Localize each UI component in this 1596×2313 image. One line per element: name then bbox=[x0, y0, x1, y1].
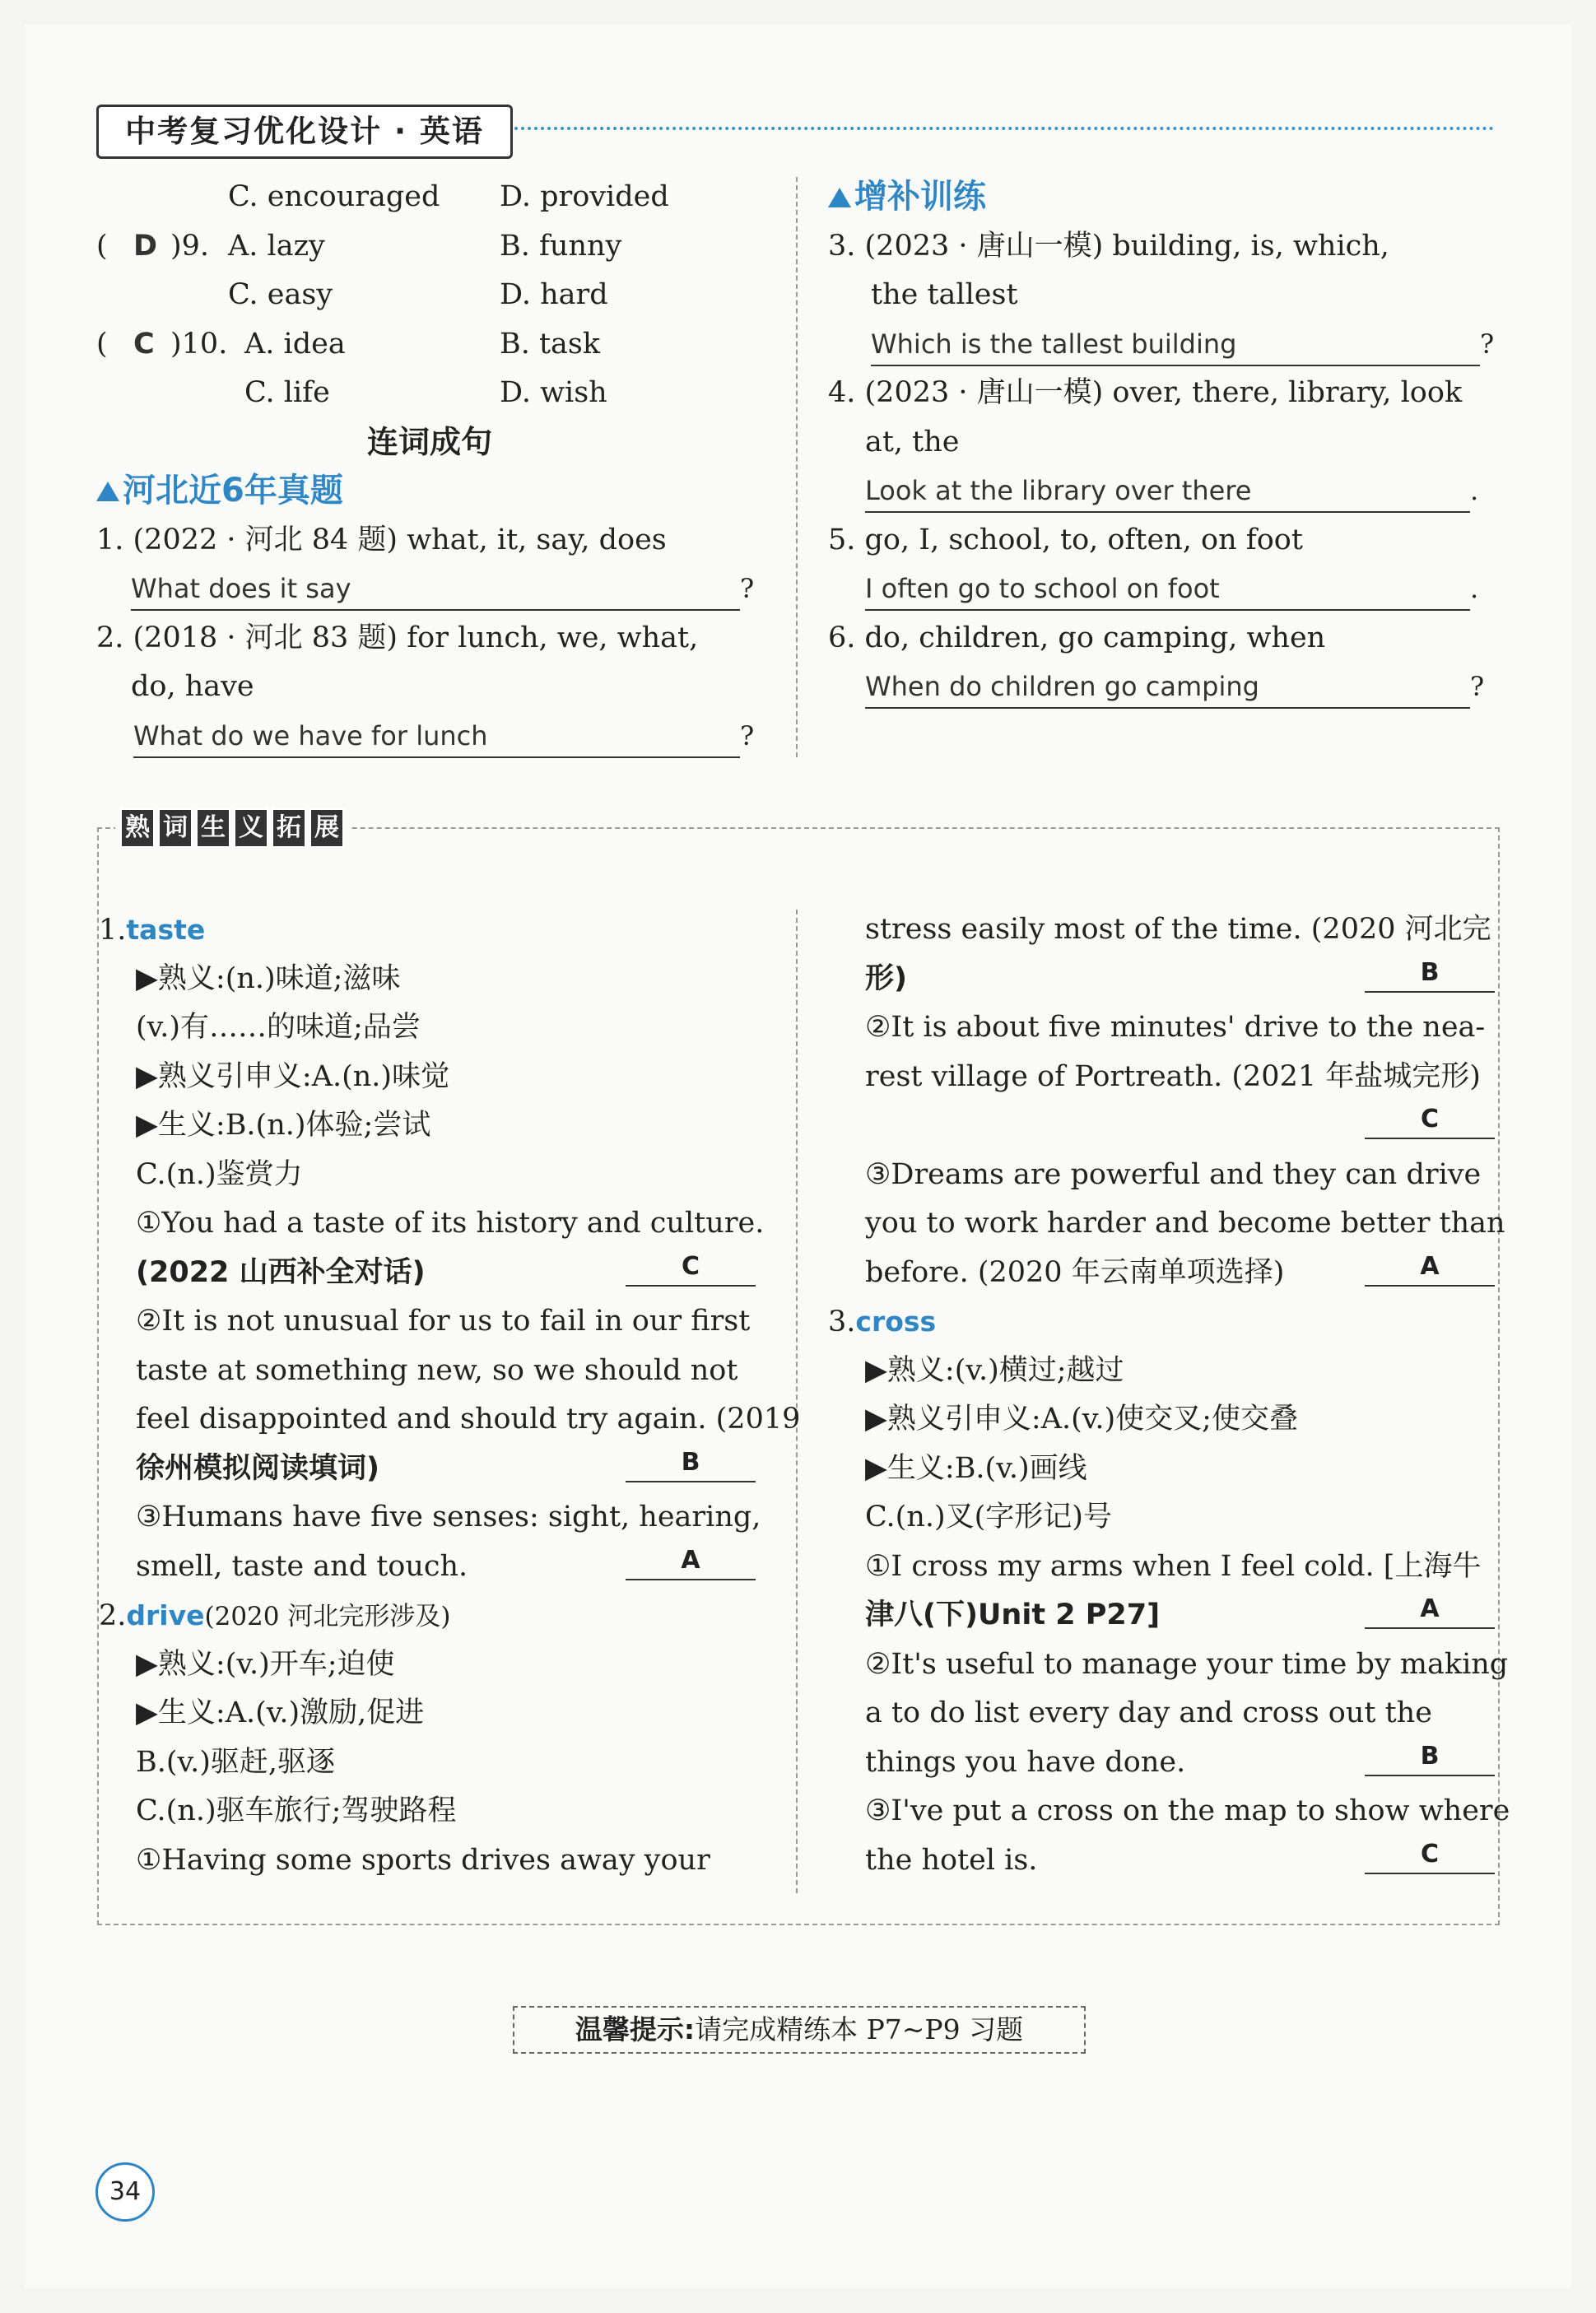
q3-mark: ? bbox=[1480, 328, 1495, 360]
option-c: C. easy bbox=[228, 278, 333, 311]
example-line bbox=[828, 905, 1495, 955]
q2-answer: What do we have for lunch bbox=[133, 715, 740, 758]
sense-text: ▶熟义:(n.)味道;滋味 bbox=[136, 961, 401, 995]
sense-line bbox=[99, 1151, 765, 1200]
example-text: ②It is not unusual for us to fail in our first bbox=[136, 1305, 751, 1338]
example-source-line bbox=[828, 1101, 1495, 1151]
q2-stem2-text: do, have bbox=[131, 670, 254, 703]
q6-answer: When do children go camping bbox=[865, 666, 1470, 709]
sense-text: ▶熟义引申义:A.(n.)味觉 bbox=[136, 1059, 450, 1093]
sense-text: ▶生义:B.(n.)体验;尝试 bbox=[136, 1109, 431, 1142]
example-text: smell, taste and touch. bbox=[136, 1549, 468, 1583]
header-dotted-rule bbox=[514, 127, 1494, 130]
example-text: ②It's useful to manage your time by making bbox=[865, 1647, 1509, 1681]
q4-mark: . bbox=[1470, 475, 1479, 506]
answer-blank: C bbox=[1365, 1836, 1495, 1874]
entry-num: 3. bbox=[828, 1305, 856, 1338]
subsection-row bbox=[828, 173, 1495, 222]
q10-number: )10. bbox=[170, 327, 228, 361]
sense-line bbox=[828, 1395, 1495, 1445]
example-line bbox=[828, 1641, 1509, 1690]
entry-taste bbox=[99, 905, 765, 955]
sense-text: ▶熟义引申义:A.(v.)使交叉;使交叠 bbox=[865, 1403, 1298, 1436]
q10-answer: C bbox=[133, 327, 155, 361]
q2-answer-row bbox=[96, 712, 763, 761]
reminder-tip bbox=[513, 2006, 1086, 2054]
example-source-line bbox=[99, 1445, 765, 1494]
q6-stem bbox=[828, 614, 1495, 663]
paren: ( bbox=[96, 327, 108, 361]
q8-options-row bbox=[96, 173, 763, 222]
triangle-icon bbox=[828, 188, 851, 207]
example-line bbox=[828, 1543, 1495, 1592]
triangle-icon bbox=[96, 482, 119, 501]
q9-answer: D bbox=[133, 229, 158, 263]
q4-stem bbox=[828, 369, 1495, 418]
q3-answer: Which is the tallest building bbox=[871, 323, 1480, 366]
example-source: 形) bbox=[865, 961, 907, 995]
section-title: 连词成句 bbox=[366, 423, 492, 460]
book-title-header: 中考复习优化设计 · 英语 bbox=[96, 105, 513, 159]
sense-text: B.(v.)驱赶,驱逐 bbox=[136, 1745, 336, 1779]
example-line bbox=[99, 1395, 801, 1445]
example-line bbox=[828, 1199, 1505, 1249]
q3-answer-row bbox=[828, 320, 1495, 370]
page-number: 34 bbox=[95, 2162, 155, 2222]
q6-answer-row bbox=[828, 663, 1495, 712]
headword: cross bbox=[855, 1305, 937, 1338]
q2-stem2 bbox=[96, 663, 763, 712]
q2-mark: ? bbox=[740, 719, 755, 752]
example-text: ①I cross my arms when I feel cold. [上海牛 bbox=[865, 1549, 1482, 1583]
example-source-line bbox=[828, 1249, 1495, 1298]
example-line bbox=[828, 1003, 1495, 1053]
left-top-column bbox=[96, 173, 763, 761]
option-d: D. hard bbox=[500, 278, 608, 311]
example-source: 津八(下)Unit 2 P27] bbox=[865, 1599, 1161, 1631]
answer-blank: A bbox=[1365, 1249, 1495, 1287]
example-text: ②It is about five minutes' drive to the nea- bbox=[865, 1011, 1486, 1044]
answer-blank: C bbox=[626, 1249, 756, 1287]
sense-line bbox=[99, 1003, 765, 1053]
example-text: ③Dreams are powerful and they can drive bbox=[865, 1157, 1482, 1191]
sense-text: C.(n.)鉴赏力 bbox=[136, 1157, 303, 1191]
q9-number: )9. bbox=[170, 229, 210, 263]
sense-line bbox=[828, 1445, 1495, 1494]
q1-answer-row bbox=[96, 565, 763, 614]
right-top-column bbox=[828, 173, 1495, 712]
example-line bbox=[99, 1199, 765, 1249]
q2-stem-text: 2. (2018 · 河北 83 题) for lunch, we, what, bbox=[96, 621, 699, 654]
q6-mark: ? bbox=[1470, 671, 1485, 702]
q3-stem2 bbox=[828, 271, 1495, 320]
q6-stem-text: 6. do, children, go camping, when bbox=[828, 621, 1326, 654]
example-line bbox=[99, 1493, 765, 1543]
box-right-column bbox=[828, 905, 1510, 1885]
section-title-row bbox=[96, 418, 763, 468]
answer-blank: C bbox=[1365, 1101, 1495, 1139]
sense-line bbox=[828, 1347, 1495, 1396]
entry-drive bbox=[99, 1591, 765, 1641]
sense-text: ▶熟义:(v.)横过;越过 bbox=[865, 1353, 1124, 1387]
example-line bbox=[828, 1689, 1495, 1738]
example-line bbox=[99, 1543, 765, 1592]
q1-answer: What does it say bbox=[131, 568, 740, 611]
tag-char: 词 bbox=[158, 808, 193, 848]
sense-line bbox=[99, 1641, 765, 1690]
subsection-title: 河北近6年真题 bbox=[123, 472, 343, 510]
paren: ( bbox=[96, 229, 108, 263]
example-source-line bbox=[99, 1249, 765, 1298]
top-column-divider bbox=[796, 177, 798, 757]
example-line bbox=[99, 1347, 765, 1396]
sense-text: (v.)有……的味道;品尝 bbox=[136, 1011, 421, 1044]
answer-blank: B bbox=[1365, 955, 1495, 993]
example-text: the hotel is. bbox=[865, 1843, 1038, 1877]
example-source: 徐州模拟阅读填词) bbox=[136, 1451, 379, 1485]
answer-blank: A bbox=[1365, 1591, 1495, 1629]
entry-note: (2020 河北完形涉及) bbox=[204, 1602, 451, 1631]
example-text: ③I've put a cross on the map to show where bbox=[865, 1794, 1510, 1827]
example-line bbox=[828, 1053, 1495, 1102]
headword: drive bbox=[126, 1599, 205, 1631]
tag-char: 熟 bbox=[120, 808, 155, 848]
example-text: ③Humans have five senses: sight, hearing, bbox=[136, 1501, 761, 1533]
sense-text: ▶生义:B.(v.)画线 bbox=[865, 1451, 1087, 1485]
tag-char: 生 bbox=[196, 808, 230, 848]
sense-line bbox=[99, 1689, 765, 1738]
example-text: rest village of Portreath. (2021 年盐城完形) bbox=[865, 1059, 1481, 1093]
q4-stem2 bbox=[828, 418, 1495, 468]
tag-char: 展 bbox=[309, 808, 344, 848]
q4-stem-text: 4. (2023 · 唐山一模) over, there, library, look bbox=[828, 376, 1463, 409]
q1-stem-text: 1. (2022 · 河北 84 题) what, it, say, does bbox=[96, 523, 667, 556]
subsection-row bbox=[96, 467, 763, 516]
q5-answer: I often go to school on foot bbox=[865, 568, 1470, 611]
q9-options-row bbox=[96, 271, 763, 320]
sense-text: ▶生义:A.(v.)激励,促进 bbox=[136, 1696, 425, 1729]
example-line bbox=[828, 1151, 1495, 1200]
example-line bbox=[828, 1738, 1495, 1788]
answer-blank: A bbox=[626, 1543, 756, 1580]
sense-line bbox=[99, 1738, 765, 1788]
example-text: stress easily most of the time. (2020 河北完 bbox=[865, 913, 1491, 946]
option-a: A. idea bbox=[244, 327, 346, 361]
option-a: A. lazy bbox=[228, 229, 325, 263]
q2-stem bbox=[96, 614, 763, 663]
q10-options-row bbox=[96, 369, 763, 418]
tip-text: 请完成精练本 P7~P9 习题 bbox=[695, 2013, 1024, 2045]
q4-answer: Look at the library over there bbox=[865, 470, 1470, 513]
option-d: D. wish bbox=[500, 376, 607, 409]
entry-num: 2. bbox=[99, 1599, 127, 1632]
entry-cross bbox=[828, 1297, 1495, 1347]
subsection-title: 增补训练 bbox=[854, 178, 986, 216]
example-text: taste at something new, so we should not bbox=[136, 1353, 738, 1387]
sense-line bbox=[99, 955, 765, 1004]
sense-line bbox=[99, 1101, 765, 1151]
q4-answer-row bbox=[828, 467, 1495, 516]
q3-stem bbox=[828, 222, 1495, 272]
example-text: you to work harder and become better than bbox=[865, 1207, 1505, 1240]
example-source-line bbox=[828, 955, 1495, 1004]
example-line bbox=[99, 1836, 765, 1886]
example-text: feel disappointed and should try again. (2019 bbox=[136, 1403, 801, 1436]
sense-line bbox=[99, 1787, 765, 1836]
tag-char: 拓 bbox=[272, 808, 306, 848]
example-text: ①Having some sports drives away your bbox=[136, 1843, 710, 1877]
tag-char: 义 bbox=[234, 808, 268, 848]
option-c: C. life bbox=[244, 376, 330, 409]
option-b: B. funny bbox=[500, 229, 622, 263]
example-line bbox=[828, 1836, 1495, 1886]
answer-blank: B bbox=[626, 1445, 756, 1482]
q3-stem-text: 3. (2023 · 唐山一模) building, is, which, bbox=[828, 229, 1389, 263]
box-tag bbox=[115, 808, 349, 849]
q5-answer-row bbox=[828, 565, 1495, 614]
q9-row bbox=[96, 222, 763, 272]
q5-stem bbox=[828, 516, 1495, 565]
q4-stem2-text: at, the bbox=[865, 425, 960, 458]
option-c: C. encouraged bbox=[228, 180, 440, 213]
sense-text: C.(n.)叉(字形记)号 bbox=[865, 1501, 1112, 1533]
box-left-column bbox=[99, 905, 801, 1885]
sense-line bbox=[99, 1053, 765, 1102]
example-line bbox=[99, 1297, 765, 1347]
example-text: ①You had a taste of its history and culture. bbox=[136, 1207, 765, 1240]
headword: taste bbox=[126, 914, 206, 946]
q10-row bbox=[96, 320, 763, 370]
q5-mark: . bbox=[1470, 573, 1479, 604]
q1-mark: ? bbox=[740, 573, 755, 604]
example-source-line bbox=[828, 1591, 1495, 1641]
example-source: (2022 山西补全对话) bbox=[136, 1255, 426, 1289]
answer-blank: B bbox=[1365, 1738, 1495, 1776]
q5-stem-text: 5. go, I, school, to, often, on foot bbox=[828, 523, 1303, 556]
example-text: before. (2020 年云南单项选择) bbox=[865, 1255, 1285, 1289]
sense-line bbox=[828, 1493, 1495, 1543]
q3-stem2-text: the tallest bbox=[871, 278, 1018, 311]
example-text: things you have done. bbox=[865, 1745, 1186, 1779]
example-line bbox=[828, 1787, 1510, 1836]
example-text: a to do list every day and cross out the bbox=[865, 1696, 1432, 1729]
entry-num: 1. bbox=[99, 914, 127, 947]
sense-text: ▶熟义:(v.)开车;迫使 bbox=[136, 1647, 395, 1681]
sense-text: C.(n.)驱车旅行;驾驶路程 bbox=[136, 1794, 457, 1827]
option-d: D. provided bbox=[500, 180, 669, 213]
tip-label: 温馨提示: bbox=[575, 2013, 696, 2045]
option-b: B. task bbox=[500, 327, 601, 361]
q1-stem bbox=[96, 516, 763, 565]
